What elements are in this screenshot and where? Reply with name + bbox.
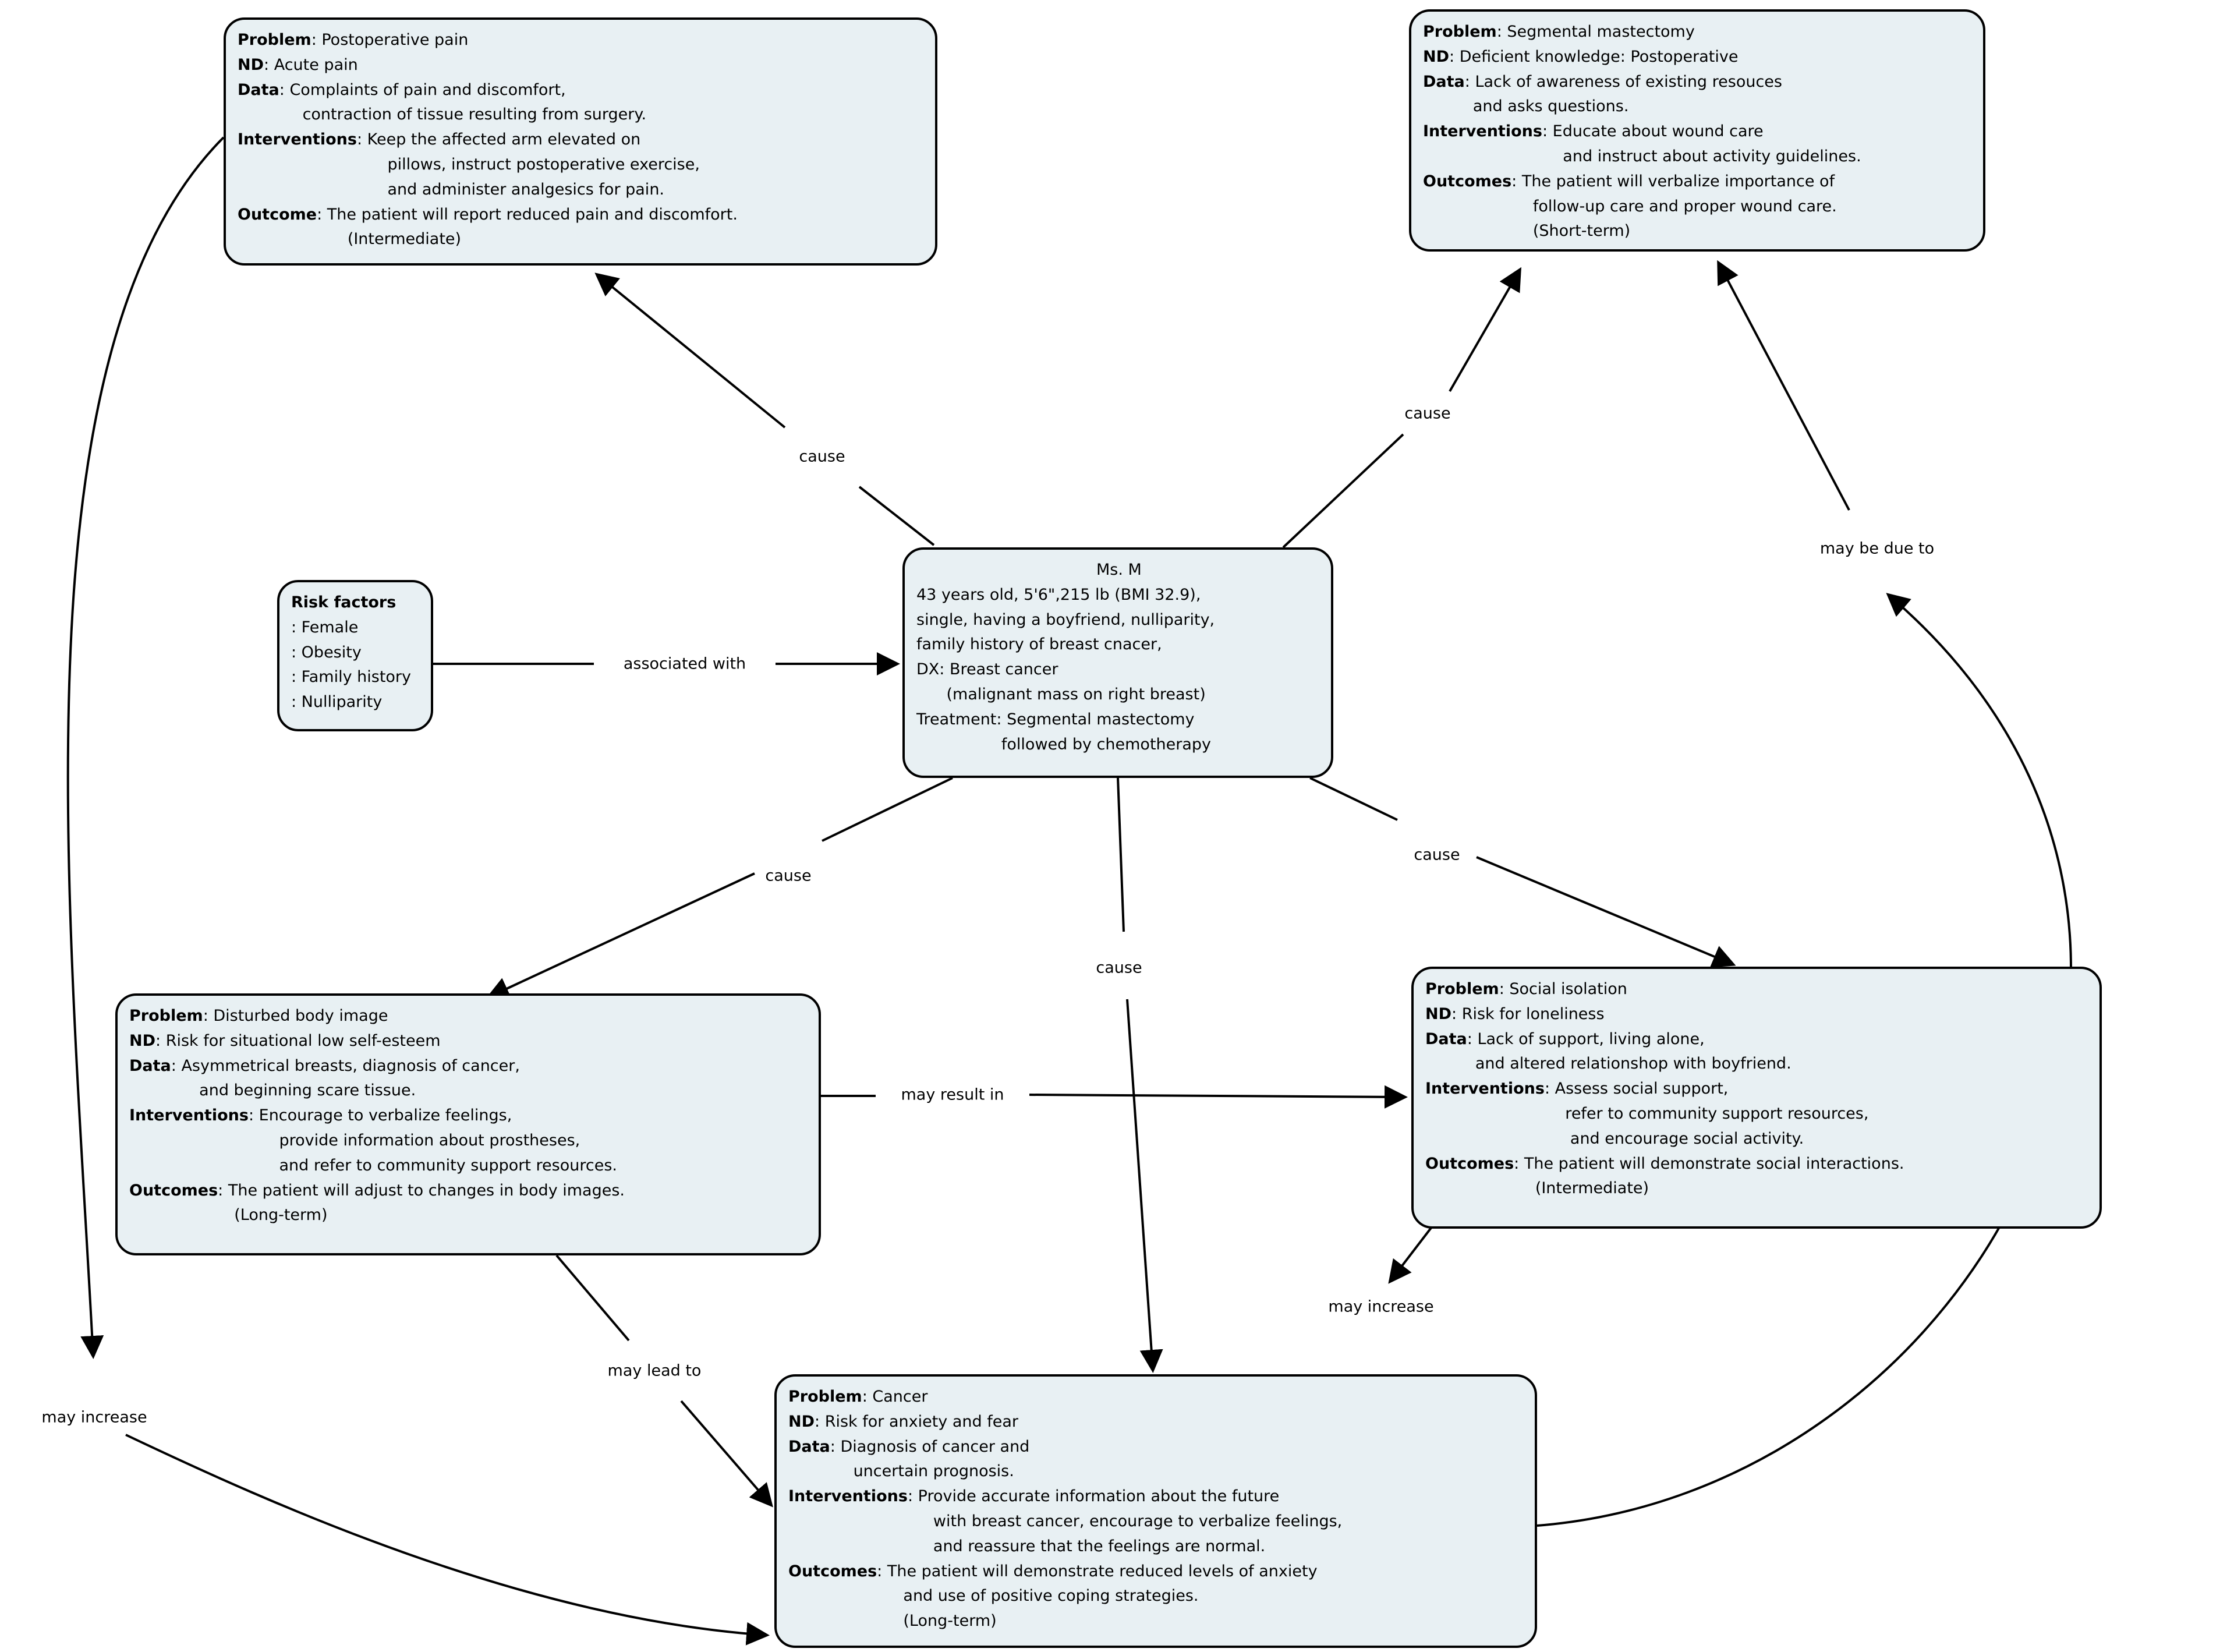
edge-msm-to-mastectomy: [1450, 270, 1520, 391]
text-line: : Family history: [291, 668, 412, 687]
text-line: followed by chemotherapy: [916, 735, 1212, 754]
text-line: and instruct about activity guidelines.: [1423, 147, 1861, 165]
text-line: Problem: Postoperative pain: [238, 31, 469, 49]
text-line: Interventions: Assess social support,: [1425, 1080, 1729, 1098]
text-line: ND: Risk for anxiety and fear: [788, 1412, 1018, 1431]
text-line: (Intermediate): [1425, 1179, 1649, 1198]
text-line: single, having a boyfriend, nulliparity,: [916, 610, 1215, 629]
node-disturbed-body-image: [115, 993, 821, 1255]
node-anxiety-fear: [774, 1374, 1537, 1648]
text-line: Treatment: Segmental mastectomy: [916, 710, 1195, 728]
text-line: Data: Asymmetrical breasts, diagnosis of cancer,: [129, 1056, 520, 1075]
text-line: (Long-term): [129, 1206, 328, 1225]
text-line: contraction of tissue resulting from surgery.: [238, 105, 647, 124]
text-line: Interventions: Encourage to verbalize feelings,: [129, 1106, 512, 1125]
edge-label-cause-body-image: cause: [762, 867, 815, 885]
text-line: and administer analgesics for pain.: [238, 180, 665, 199]
text-line: (Long-term): [788, 1612, 997, 1630]
text-line: and altered relationshop with boyfriend.: [1425, 1055, 1791, 1073]
edge-label-cause-anxiety: cause: [1092, 959, 1145, 977]
text-line: Data: Lack of awareness of existing resouces: [1423, 72, 1782, 91]
node-postoperative-pain: [224, 17, 937, 266]
edge-msm-to-body-image: [822, 778, 953, 841]
text-line: follow-up care and proper wound care.: [1423, 197, 1837, 215]
edge-label-cause-social: cause: [1410, 846, 1463, 864]
node-deficient-knowledge: [1409, 9, 1985, 252]
text-line: ND: Deficient knowledge: Postoperative: [1423, 47, 1739, 66]
text-line: Interventions: Educate about wound care: [1423, 122, 1764, 141]
text-line: (Intermediate): [238, 230, 462, 249]
text-line: pillows, instruct postoperative exercise,: [238, 155, 700, 174]
text-line: refer to community support resources,: [1425, 1104, 1869, 1123]
edge-pain-to-anxiety: [126, 1435, 766, 1635]
edge-label-cause-mastectomy: cause: [1401, 405, 1454, 423]
edge-anxiety-to-mastectomy: [1719, 263, 1849, 510]
text-line: ND: Risk for situational low self-esteem: [129, 1031, 441, 1050]
text-line: and encourage social activity.: [1425, 1129, 1804, 1148]
edge-body-to-social: [1029, 1095, 1404, 1097]
edge-label-may-increase-left: may increase: [38, 1409, 150, 1427]
text-line: and use of positive coping strategies.: [788, 1587, 1199, 1605]
text-line: Outcome: The patient will report reduced pain and discomfort.: [238, 205, 738, 224]
edge-label-may-result-in: may result in: [898, 1086, 1008, 1104]
text-line: ND: Acute pain: [238, 55, 358, 74]
text-line: DX: Breast cancer: [916, 660, 1058, 679]
node-risk-factors: [277, 580, 433, 731]
edge-msm-to-social: [1310, 778, 1397, 820]
edge-social-to-anxiety: [1390, 1226, 1432, 1281]
text-line: Interventions: Provide accurate information about the future: [788, 1487, 1280, 1506]
text-line: : Female: [291, 618, 359, 636]
text-line: Problem: Social isolation: [1425, 980, 1627, 998]
node-social-isolation: [1411, 967, 2102, 1229]
text-line: : Nulliparity: [291, 693, 383, 712]
text-line: Data: Diagnosis of cancer and: [788, 1437, 1030, 1456]
edge-msm-to-anxiety: [1118, 778, 1124, 932]
edge-label-associated-with: associated with: [620, 655, 749, 673]
text-line: provide information about prostheses,: [129, 1131, 580, 1149]
edge-msm-to-anxiety: [1127, 999, 1153, 1370]
edge-msm-to-pain: [859, 487, 934, 545]
text-line: Problem: Disturbed body image: [129, 1007, 388, 1025]
text-line: Risk factors: [291, 593, 396, 611]
text-line: ND: Risk for loneliness: [1425, 1004, 1605, 1023]
text-line: Data: Lack of support, living alone,: [1425, 1030, 1705, 1048]
text-line: and reassure that the feelings are normal.: [788, 1537, 1266, 1555]
text-line: (malignant mass on right breast): [916, 685, 1206, 703]
text-line: uncertain prognosis.: [788, 1462, 1014, 1481]
text-line: Outcomes: The patient will demonstrate social interactions.: [1425, 1154, 1904, 1173]
edge-label-may-increase-right: may increase: [1325, 1298, 1437, 1316]
edge-label-may-lead-to: may lead to: [604, 1362, 705, 1380]
text-line: Outcomes: The patient will verbalize importance of: [1423, 172, 1835, 190]
text-line: and refer to community support resources.: [129, 1156, 617, 1175]
text-line: with breast cancer, encourage to verbalize feelings,: [788, 1512, 1343, 1530]
edge-label-may-be-due-to: may be due to: [1817, 540, 1938, 558]
edge-body-to-anxiety: [681, 1401, 771, 1505]
edge-msm-to-mastectomy: [1283, 434, 1403, 547]
text-line: Outcomes: The patient will adjust to changes in body images.: [129, 1181, 625, 1200]
text-line: and asks questions.: [1423, 97, 1629, 116]
text-line: Outcomes: The patient will demonstrate reduced levels of anxiety: [788, 1562, 1318, 1580]
edge-body-to-anxiety: [557, 1255, 629, 1340]
node-patient-ms-m: [902, 547, 1333, 778]
text-line: Interventions: Keep the affected arm elevated on: [238, 130, 641, 149]
text-line: 43 years old, 5'6",215 lb (BMI 32.9),: [916, 585, 1201, 604]
edge-msm-to-social: [1477, 857, 1733, 964]
text-line: Problem: Cancer: [788, 1388, 928, 1406]
edge-label-cause-pain: cause: [795, 448, 848, 466]
text-line: (Short-term): [1423, 222, 1631, 240]
text-line: Ms. M: [916, 561, 1142, 579]
text-line: family history of breast cnacer,: [916, 635, 1162, 654]
edge-msm-to-pain: [597, 275, 785, 427]
text-line: and beginning scare tissue.: [129, 1081, 416, 1100]
text-line: Data: Complaints of pain and discomfort,: [238, 80, 566, 99]
text-line: Problem: Segmental mastectomy: [1423, 23, 1695, 41]
edge-msm-to-body-image: [489, 873, 755, 997]
text-line: : Obesity: [291, 643, 362, 661]
